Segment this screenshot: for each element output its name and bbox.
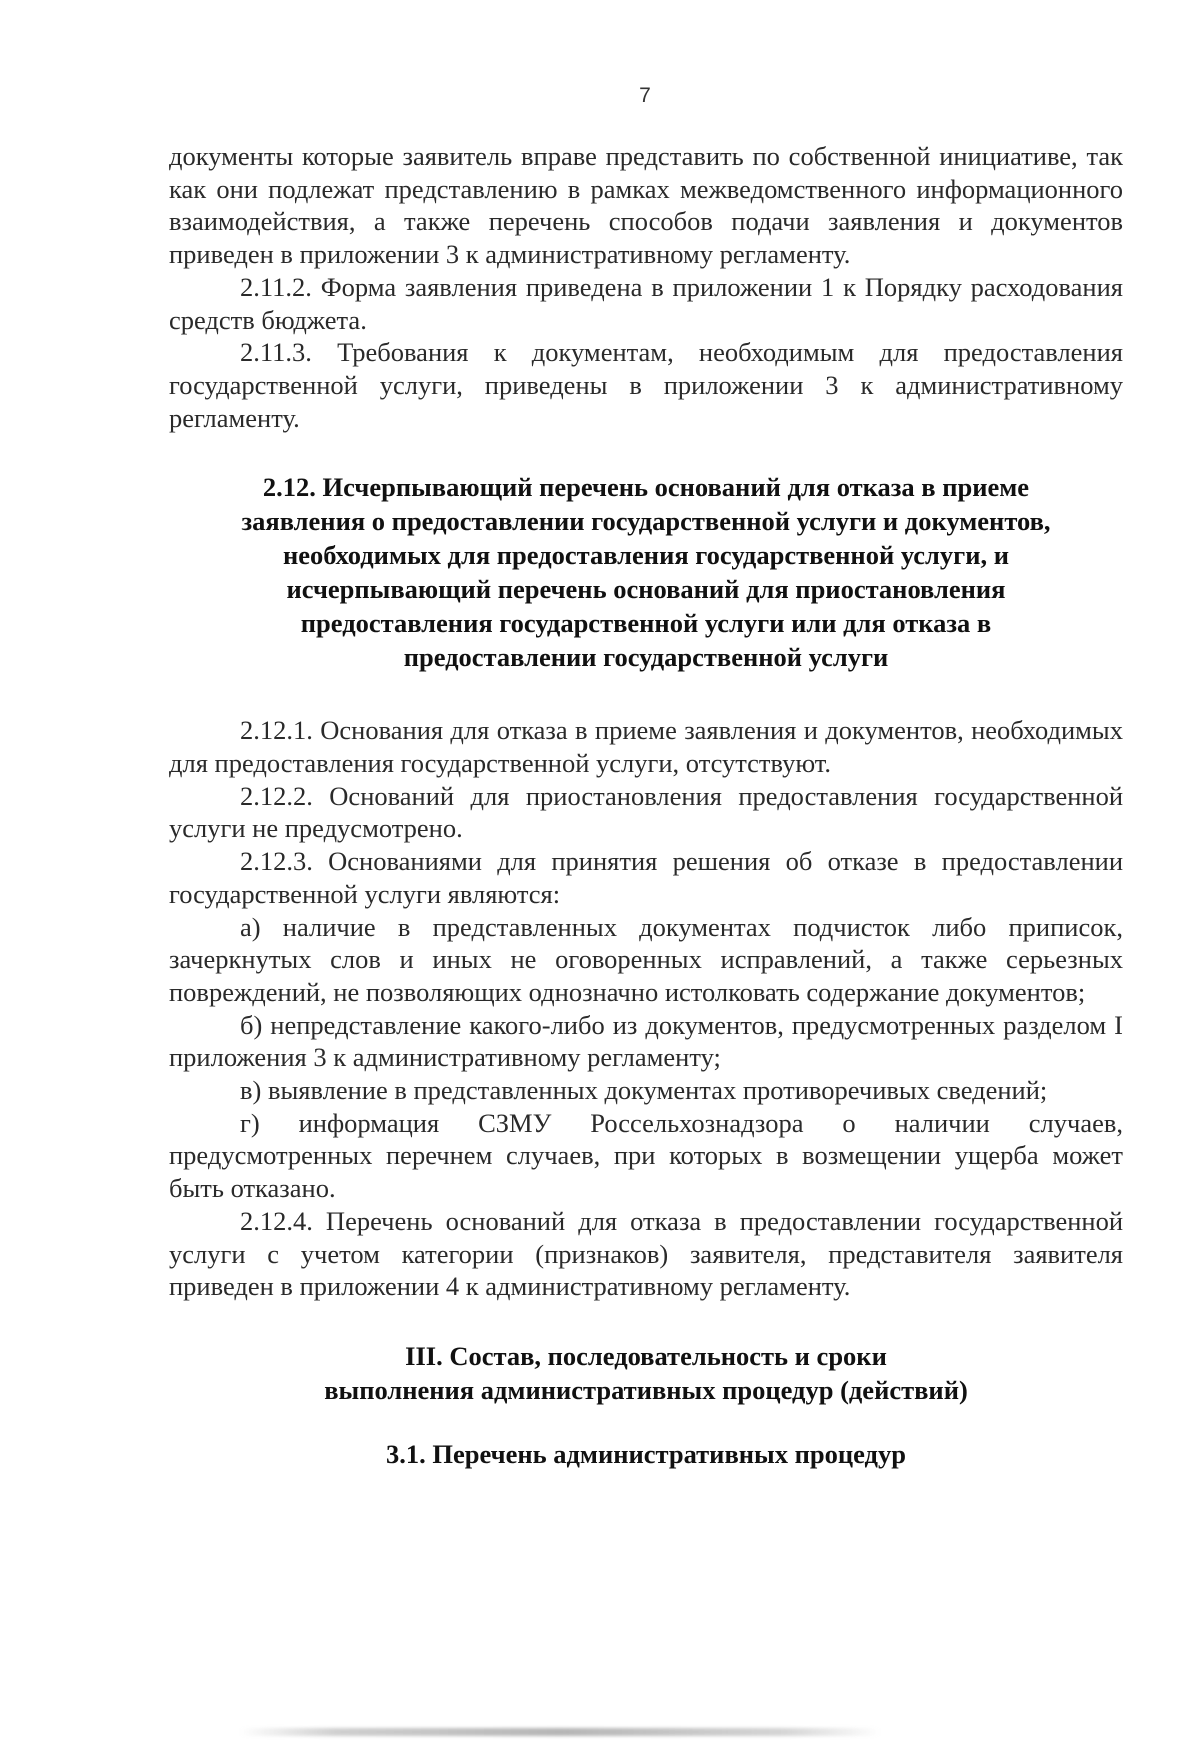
heading-line: заявления о предоставлении государственной услуги и документов, [241, 506, 1051, 537]
section-heading-2-12 [169, 470, 1123, 674]
heading-line: предоставления государственной услуги или для отказа в [300, 608, 992, 639]
document-body [169, 140, 1123, 1471]
list-item-g: г) информация СЗМУ Россельхознадзора о наличии случаев, предусмотренных перечнем случаев, при которых в возмещении ущерба может быть отказано. [169, 1107, 1123, 1204]
paragraph-2-11-3: 2.11.3. Требования к документам, необходимым для предоставления государственной услуги, приведены в приложении 3 к административному регламенту. [169, 337, 1123, 433]
heading-line: выполнения административных процедур (действий) [324, 1374, 968, 1405]
section-heading-III [169, 1339, 1123, 1407]
paragraph-2-11-2: 2.11.2. Форма заявления приведена в приложении 1 к Порядку расходования средств бюджета. [169, 271, 1123, 335]
heading-line: предоставлении государственной услуги [403, 642, 889, 673]
list-item-v: в) выявление в представленных документах противоречивых сведений; [240, 1075, 1048, 1106]
scan-artifact [240, 1728, 880, 1736]
heading-line: 2.12. Исчерпывающий перечень оснований для отказа в приеме [262, 472, 1030, 503]
paragraph-2-12-3: 2.12.3. Основаниями для принятия решения об отказе в предоставлении государственной услуги являются: [169, 846, 1123, 909]
paragraph-continuation: документы которые заявитель вправе представить по собственной инициативе, так как они подлежат представлению в рамках межведомственного информационного взаимодействия, а также перечень способов подачи заявления и документов приведен в приложении 3 к административному регламенту. [169, 141, 1123, 270]
heading-line: необходимых для предоставления государственной услуги, и [283, 540, 1009, 571]
list-item-a: а) наличие в представленных документах подчисток либо приписок, зачеркнутых слов и иных не оговоренных исправлений, а также серьезных повреждений, не позволяющих однозначно истолковать содержание документов; [169, 911, 1123, 1007]
paragraph-2-12-4: 2.12.4. Перечень оснований для отказа в предоставлении государственной услуги с учетом категории (признаков) заявителя, представителя заявителя приведен в приложении 4 к административному регламенту. [169, 1205, 1123, 1302]
heading-line: III. Состав, последовательность и сроки [405, 1340, 887, 1371]
list-item-b: б) непредставление какого-либо из документов, предусмотренных разделом I приложения 3 к административному регламенту; [169, 1009, 1123, 1073]
paragraph-2-12-1: 2.12.1. Основания для отказа в приеме заявления и документов, необходимых для предоставления государственной услуги, отсутствуют. [169, 715, 1123, 779]
heading-line: исчерпывающий перечень оснований для приостановления [286, 574, 1006, 605]
page-number: 7 [639, 84, 651, 107]
paragraph-2-12-2: 2.12.2. Оснований для приостановления предоставления государственной услуги не предусмотрено. [169, 780, 1123, 844]
section-heading-3-1: 3.1. Перечень административных процедур [386, 1438, 906, 1469]
